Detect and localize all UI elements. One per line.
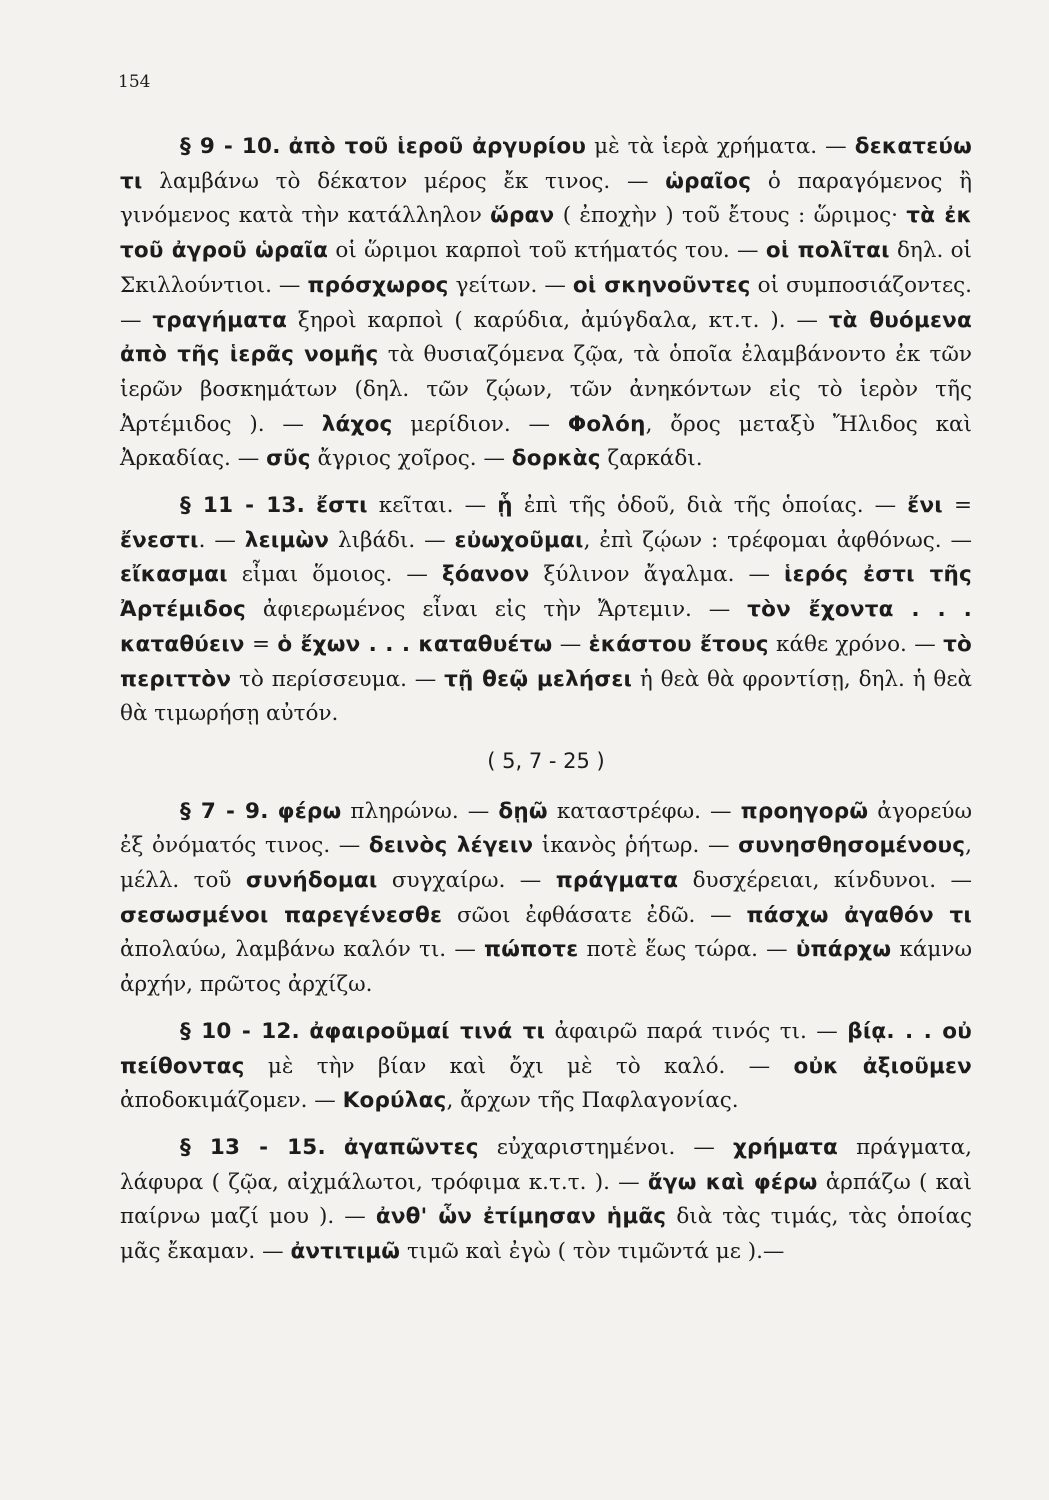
gloss-text: μὲ τὴν βίαν καὶ ὄχι μὲ τὸ καλό. —	[244, 1053, 794, 1079]
lemma-term: § 11 - 13.	[180, 493, 305, 519]
lemma-term: πάσχω ἀγαθόν τι	[746, 902, 972, 928]
lemma-term: ᾗ	[497, 493, 513, 519]
gloss-text: κάθε χρόνο. —	[768, 631, 944, 657]
lemma-term: Κορύλας	[342, 1088, 447, 1114]
lemma-term: τραγήματα	[152, 307, 288, 333]
gloss-text: σῶοι ἐφθάσατε ἐδῶ. —	[442, 902, 747, 928]
lemma-term: τὰ ἐκ τοῦ ἀγροῦ ὡραῖα	[120, 203, 972, 264]
lemma-term: ἄγω καὶ φέρω	[647, 1169, 818, 1195]
gloss-text: ὁ παραγόμενος ἢ γινόμενος κατὰ τὴν κατάλληλον	[120, 168, 972, 229]
gloss-text: , ὄρος μεταξὺ Ἤλιδος καὶ Ἀρκαδίας. —	[120, 411, 972, 472]
gloss-text: ξηροὶ καρποὶ ( καρύδια, ἀμύγδαλα, κτ.τ. ). —	[287, 307, 829, 333]
gloss-text: , ἐπὶ ζῴων : τρέφομαι ἀφθόνως. —	[583, 527, 972, 553]
lemma-term: ἔστι	[316, 493, 368, 519]
paragraph-sections-13-15	[120, 1131, 972, 1270]
lemma-term: λάχος	[321, 411, 393, 437]
gloss-text: οἱ συμποσιάζοντες. —	[120, 272, 972, 333]
lemma-term: ἔνεστι	[120, 527, 199, 553]
lemma-term: σῦς	[266, 446, 311, 472]
page-number: 154	[118, 72, 151, 92]
lemma-term: § 13 - 15.	[180, 1134, 326, 1160]
lemma-term: δῃῶ	[498, 798, 548, 824]
paragraph-sections-10-12	[120, 1015, 972, 1119]
gloss-text: ἡ θεὰ θὰ φροντίσῃ, δηλ. ἡ θεὰ θὰ τιμωρήσῃ αὐτόν.	[120, 666, 972, 727]
gloss-text: εἶμαι ὅμοιος. —	[227, 562, 442, 588]
lemma-term: ἔνι	[907, 493, 943, 519]
lemma-term: πράγματα	[555, 868, 679, 894]
gloss-text: =	[244, 631, 278, 657]
gloss-text: ἐπὶ τῆς ὁδοῦ, διὰ τῆς ὁποίας. —	[512, 493, 908, 519]
lemma-term: § 9 - 10.	[180, 134, 281, 159]
lemma-term: § 7 - 9.	[180, 798, 269, 824]
gloss-text: λιβάδι. —	[329, 527, 455, 553]
lemma-term: προηγορῶ	[740, 798, 869, 824]
gloss-text: μὲ τὰ ἱερὰ χρήματα. —	[586, 134, 855, 159]
gloss-text: ἀπολαύω, λαμβάνω καλόν τι. —	[120, 937, 484, 963]
gloss-text: ξύλινον ἄγαλμα. —	[529, 562, 784, 588]
gloss-text: διὰ τὰς τιμάς, τὰς ὁποίας μᾶς ἔκαμαν. —	[120, 1204, 973, 1265]
lemma-term: βίᾳ. . . οὐ πείθοντας	[120, 1018, 972, 1079]
gloss-text: ( ἐποχὴν ) τοῦ ἔτους : ὥριμος·	[554, 203, 907, 229]
gloss-text: συγχαίρω. —	[377, 868, 556, 894]
gloss-text	[305, 493, 316, 518]
gloss-text: δηλ. οἱ Σκιλλούντιοι. —	[120, 238, 972, 298]
lemma-term: ὁ ἔχων . . . καταθυέτω	[277, 631, 553, 657]
gloss-text: ζαρκάδι.	[600, 446, 703, 472]
gloss-text: , ἄρχων τῆς Παφλαγονίας.	[446, 1088, 739, 1114]
lemma-term: ἀγαπῶντες	[343, 1134, 479, 1160]
lemma-term: εἴκασμαι	[120, 562, 228, 588]
lemma-term: τὸ περιττὸν	[120, 631, 972, 692]
gloss-text: ἄγριος χοῖρος. —	[310, 446, 512, 472]
chapter-reference: ( 5, 7 - 25 )	[487, 748, 605, 773]
gloss-text: —	[552, 631, 589, 657]
lemma-term: τὰ θυόμενα ἀπὸ τῆς ἱερᾶς νομῆς	[120, 307, 972, 368]
lemma-term: χρήματα	[732, 1134, 839, 1160]
lemma-term: ἀντιτιμῶ	[290, 1239, 401, 1265]
lemma-term: σεσωσμένοι παρεγένεσθε	[120, 902, 443, 928]
gloss-text: πράγματα, λάφυρα ( ζῷα, αἰχμάλωτοι, τρόφιμα κ.τ.τ. ). —	[120, 1134, 972, 1195]
lemma-term: δεκατεύω τι	[120, 134, 972, 194]
gloss-text	[300, 1019, 309, 1044]
gloss-text: , μέλλ. τοῦ	[120, 833, 972, 894]
lemma-term: συνήδομαι	[245, 868, 378, 894]
lemma-term: ὥραν	[490, 203, 555, 229]
lemma-term: φέρω	[277, 798, 342, 824]
lemma-term: συνησθησομένους	[738, 833, 966, 859]
gloss-text: πληρώνω. —	[341, 798, 499, 824]
lemma-term: πώποτε	[484, 937, 579, 963]
gloss-text: τὰ θυσιαζόμενα ζῷα, τὰ ὁποῖα ἐλαμβάνοντο ἐκ τῶν ἱερῶν βοσκημάτων (δηλ. τῶν ζῴων, τῶν ἀνηκόντων εἰς τὸ ἱερὸν τῆς Ἀρτέμιδος ). —	[120, 342, 972, 437]
gloss-text: τιμῶ καὶ ἐγὼ ( τὸν τιμῶντά με ).—	[400, 1239, 785, 1265]
lemma-term: δεινὸς λέγειν	[368, 833, 534, 859]
lemma-term: πρόσχωρος	[307, 272, 449, 298]
gloss-text: ποτὲ ἕως τώρα. —	[578, 937, 796, 963]
gloss-text: =	[942, 493, 972, 519]
gloss-text: μερίδιον. —	[392, 411, 568, 437]
gloss-text: κεῖται. —	[367, 493, 498, 519]
gloss-text: τὸ περίσσευμα. —	[231, 666, 445, 692]
lemma-term: εὐωχοῦμαι	[454, 527, 584, 553]
gloss-text	[326, 1135, 344, 1160]
lemma-term: οἱ πολῖται	[765, 238, 890, 264]
gloss-text: εὐχαριστημένοι. —	[478, 1134, 733, 1160]
lemma-term: ἱερός ἐστι τῆς Ἀρτέμιδος	[120, 562, 973, 623]
gloss-text: ἱκανὸς ῥήτωρ. —	[533, 833, 739, 859]
lemma-term: τὸν ἔχοντα . . . καταθύειν	[120, 597, 972, 657]
lemma-term: § 10 - 12.	[180, 1018, 300, 1044]
paragraph-sections-11-13	[120, 489, 972, 732]
gloss-text: ἀφαιρῶ παρά τινός τι. —	[545, 1018, 848, 1044]
lemma-term: ὑπάρχω	[795, 937, 892, 963]
paragraph-sections-9-10	[120, 130, 972, 477]
gloss-text: γείτων. —	[448, 272, 573, 298]
gloss-text: οἱ ὥριμοι καρποὶ τοῦ κτήματός του. —	[328, 238, 766, 264]
lemma-term: Φολόη	[567, 411, 646, 437]
lemma-term: οὐκ ἀξιοῦμεν	[793, 1053, 972, 1079]
paragraph-sections-7-9	[120, 795, 972, 1003]
lemma-term: ἑκάστου ἔτους	[588, 631, 769, 657]
gloss-text: καταστρέφω. —	[547, 798, 741, 824]
gloss-text: ἀποδοκιμάζομεν. —	[120, 1088, 343, 1114]
commentary-text	[120, 130, 972, 1282]
gloss-text: δυσχέρειαι, κίνδυνοι. —	[678, 868, 972, 894]
lemma-term: τῇ θεῷ μελήσει	[444, 666, 633, 692]
lemma-term: δορκὰς	[511, 446, 601, 472]
gloss-text	[281, 134, 289, 159]
lemma-term: λειμὼν	[244, 527, 330, 553]
lemma-term: ἀφαιροῦμαί τινά τι	[309, 1018, 546, 1044]
lemma-term: οἱ σκηνοῦντες	[572, 272, 751, 298]
gloss-text: . —	[198, 527, 245, 553]
lemma-term: ξόανον	[441, 562, 530, 588]
gloss-text: ἁρπάζω ( καὶ παίρνω μαζί μου ). —	[120, 1169, 972, 1230]
gloss-text: λαμβάνω τὸ δέκατον μέρος ἔκ τινος. —	[142, 168, 666, 194]
gloss-text	[269, 799, 278, 824]
gloss-text: ἀγορεύω ἐξ ὀνόματός τινος. —	[120, 798, 972, 859]
gloss-text: κάμνω ἀρχήν, πρῶτος ἀρχίζω.	[120, 937, 972, 998]
lemma-term: ἀπὸ τοῦ ἱεροῦ ἀργυρίου	[288, 134, 587, 159]
lemma-term: ἀνθ' ὧν ἐτίμησαν ἡμᾶς	[375, 1204, 667, 1230]
gloss-text: ἀφιερωμένος εἶναι εἰς τὴν Ἄρτεμιν. —	[246, 597, 748, 623]
lemma-term: ὡραῖος	[665, 168, 752, 194]
